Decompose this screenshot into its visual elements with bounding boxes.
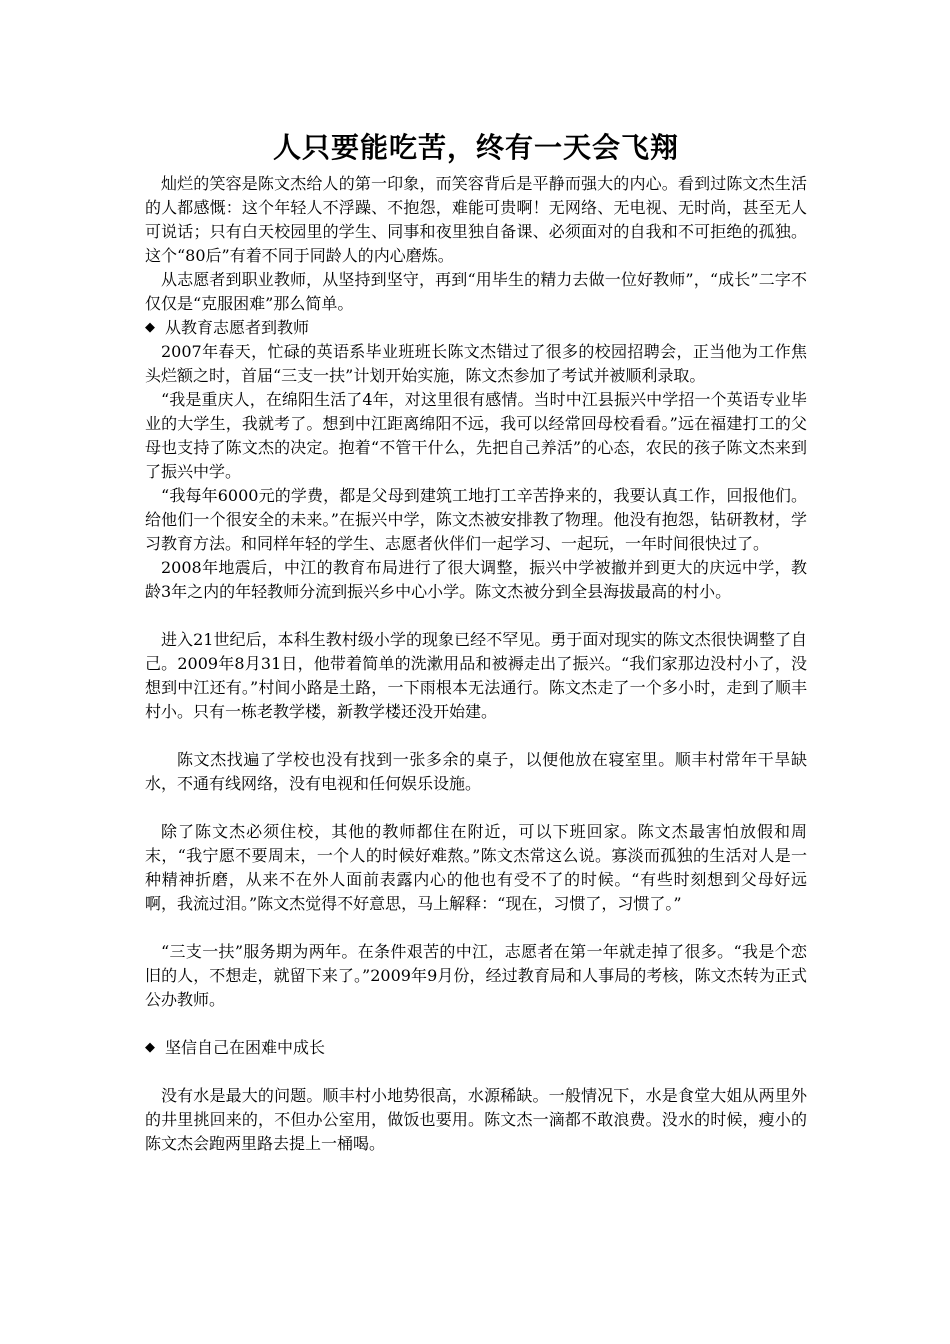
section-heading-text: 坚信自己在困难中成长 [165, 1038, 326, 1057]
document-title: 人只要能吃苦，终有一天会飞翔 [272, 131, 679, 164]
paragraph-tuition: “我每年6000元的学费，都是父母到建筑工地打工辛苦挣来的，我要认真工作，回报他们。给他们一个很安全的未来。”在振兴中学，陈文杰被安排教了物理。他没有抱怨，钻研教材，学习教育方法。和同样年轻的学生、志愿者伙伴们一起学习、一起玩，一年时间很快过了。 [145, 486, 807, 553]
document-body [145, 128, 807, 1156]
paragraph-intro: 灿烂的笑容是陈文杰给人的第一印象，而笑容背后是平静而强大的内心。看到过陈文杰生活的人都感慨：这个年轻人不浮躁、不抱怨，难能可贵啊！无网络、无电视、无时尚，甚至无人可说话；只有白天校园里的学生、同事和夜里独自备课、必须面对的自我和不可拒绝的孤独。这个“80后”有着不同于同龄人的内心磨炼。 [145, 174, 807, 265]
blank-line [145, 1060, 807, 1084]
blank-line [145, 1012, 807, 1036]
section-heading-growth [145, 1036, 807, 1060]
paragraph-water: 没有水是最大的问题。顺丰村小地势很高，水源稀缺。一般情况下，水是食堂大姐从两里外的井里挑回来的，不但办公室用，做饭也要用。陈文杰一滴都不敢浪费。没水的时候，瘦小的陈文杰会跑两里路去提上一桶喝。 [145, 1086, 807, 1153]
blank-line [145, 916, 807, 940]
paragraph-earthquake: 2008年地震后，中江的教育布局进行了很大调整，振兴中学被撤并到更大的庆远中学，教龄3年之内的年轻教师分流到振兴乡中心小学。陈文杰被分到全县海拔最高的村小。 [145, 558, 807, 601]
paragraph-2007: 2007年春天，忙碌的英语系毕业班班长陈文杰错过了很多的校园招聘会，正当他为工作焦头烂额之时，首届“三支一扶”计划开始实施，陈文杰参加了考试并被顺利录取。 [145, 342, 807, 385]
blank-line [145, 796, 807, 820]
blank-line [145, 604, 807, 628]
diamond-bullet-icon: ◆ [145, 1040, 155, 1055]
paragraph-chongqing: “我是重庆人，在绵阳生活了4年，对这里很有感情。当时中江县振兴中学招一个英语专业毕业的大学生，我就考了。想到中江距离绵阳不远，我可以经常回母校看看。”远在福建打工的父母也支持了陈文杰的决定。抱着“不管干什么，先把自己养活”的心态，农民的孩子陈文杰来到了振兴中学。 [145, 390, 807, 481]
paragraph-growth: 从志愿者到职业教师，从坚持到坚守，再到“用毕生的精力去做一位好教师”，“成长”二字不仅仅是“克服困难”那么简单。 [145, 270, 807, 313]
paragraph-no-desk: 陈文杰找遍了学校也没有找到一张多余的桌子，以便他放在寝室里。顺丰村常年干旱缺水，不通有线网络，没有电视和任何娱乐设施。 [145, 750, 807, 793]
diamond-bullet-icon: ◆ [145, 320, 155, 335]
paragraph-21st-century: 进入21世纪后，本科生教村级小学的现象已经不罕见。勇于面对现实的陈文杰很快调整了自己。2009年8月31日，他带着简单的洗漱用品和被褥走出了振兴。“我们家那边没村小了，没想到中江还有。”村间小路是土路，一下雨根本无法通行。陈文杰走了一个多小时，走到了顺丰村小。只有一栋老教学楼，新教学楼还没开始建。 [145, 630, 807, 721]
blank-line [145, 724, 807, 748]
paragraph-weekends: 除了陈文杰必须住校，其他的教师都住在附近，可以下班回家。陈文杰最害怕放假和周末，“我宁愿不要周末，一个人的时候好难熬。”陈文杰常这么说。寡淡而孤独的生活对人是一种精神折磨，从来不在外人面前表露内心的他也有受不了的时候。“有些时刻想到父母好远啊，我流过泪。”陈文杰觉得不好意思，马上解释：“现在，习惯了，习惯了。” [145, 822, 807, 913]
section-heading-text: 从教育志愿者到教师 [165, 318, 310, 337]
paragraph-service-period: “三支一扶”服务期为两年。在条件艰苦的中江，志愿者在第一年就走掉了很多。“我是个恋旧的人，不想走，就留下来了。”2009年9月份，经过教育局和人事局的考核，陈文杰转为正式公办教师。 [145, 942, 807, 1009]
section-heading-volunteer [145, 316, 807, 340]
